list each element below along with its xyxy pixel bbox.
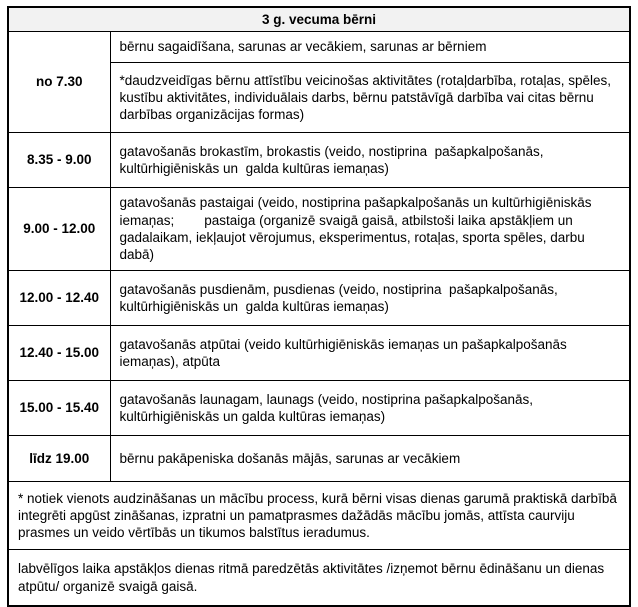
table-row-footnote-2 xyxy=(8,550,630,607)
table-row-breakfast xyxy=(8,133,630,188)
activity-cell-arrival: bērnu sagaidīšana, sarunas ar vecākiem, sarunas ar bērniem xyxy=(110,32,630,63)
footnote-learning-process: * notiek vienots audzināšanas un mācību process, kurā bērni visas dienas garumā praktiskā darbībā integrēti apgūst zināšanas, izpratni un pamatprasmes dažādās mācību jomās, attīsta caurviju prasmes un veido vērtībās un tikumos balstītus ieradumus. xyxy=(8,482,630,550)
table-header-row xyxy=(8,7,630,32)
time-cell-15-00-15-40: 15.00 - 15.40 xyxy=(8,381,110,436)
table-title: 3 g. vecuma bērni xyxy=(8,7,630,32)
table-row-going-home xyxy=(8,436,630,482)
activity-cell-breakfast: gatavošanās brokastīm, brokastis (veido, nostiprina pašapkalpošanās, kultūrhigiēniskās un galda kultūras iemaņas) xyxy=(110,133,630,188)
activity-cell-walk: gatavošanās pastaigai (veido, nostiprina pašapkalpošanās un kultūrhigiēniskās iemaņas; pastaiga (organizē svaigā gaisā, atbilstoši laika apstākļiem un gadalaikam, iekļaujot vērojumus, eksperimentus, rotaļas, sporta spēles, darbu dabā) xyxy=(110,188,630,271)
daily-schedule-table xyxy=(7,6,631,607)
table-row-footnote-1 xyxy=(8,482,630,550)
activity-cell-snack: gatavošanās launagam, launags (veido, nostiprina pašapkalpošanās, kultūrhigiēniskās un galda kultūras iemaņas) xyxy=(110,381,630,436)
table-row-walk xyxy=(8,188,630,271)
time-cell-12-40-15-00: 12.40 - 15.00 xyxy=(8,326,110,381)
table-row-morning xyxy=(8,32,630,63)
activity-cell-lunch: gatavošanās pusdienām, pusdienas (veido, nostiprina pašapkalpošanās, kultūrhigiēniskās un galda kultūras iemaņas) xyxy=(110,271,630,326)
activity-cell-varied-activities: *daudzveidīgas bērnu attīstību veicinošas aktivitātes (rotaļdarbība, rotaļas, spēles, kustību aktivitātes, individuālais darbs, bērnu patstāvīgā darbība vai citas bērnu darbības organizācijas formas) xyxy=(110,63,630,133)
time-cell-no-7-30: no 7.30 xyxy=(8,32,110,133)
footnote-outdoor-activities: labvēlīgos laika apstākļos dienas ritmā paredzētās aktivitātes /izņemot bērnu ēdināšanu un dienas atpūtu/ organizē svaigā gaisā. xyxy=(8,550,630,607)
time-cell-8-35-9-00: 8.35 - 9.00 xyxy=(8,133,110,188)
time-cell-9-00-12-00: 9.00 - 12.00 xyxy=(8,188,110,271)
time-cell-12-00-12-40: 12.00 - 12.40 xyxy=(8,271,110,326)
table-row-rest xyxy=(8,326,630,381)
activity-cell-rest: gatavošanās atpūtai (veido kultūrhigiēniskās iemaņas un pašapkalpošanās iemaņas), atpūta xyxy=(110,326,630,381)
activity-cell-going-home: bērnu pakāpeniska došanās mājās, sarunas ar vecākiem xyxy=(110,436,630,482)
table-row-lunch xyxy=(8,271,630,326)
table-row-snack xyxy=(8,381,630,436)
time-cell-lidz-19-00: līdz 19.00 xyxy=(8,436,110,482)
